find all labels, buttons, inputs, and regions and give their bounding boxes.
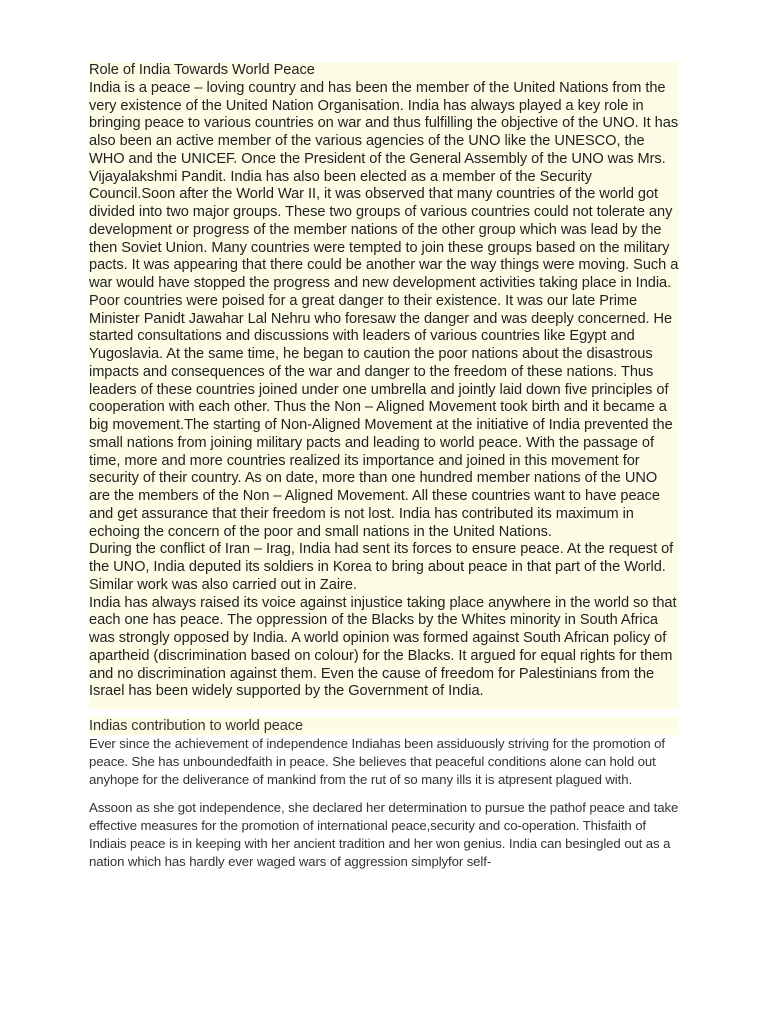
section-title-highlight [89,717,679,735]
document-page [89,62,679,871]
paragraph: Assoon as she got independence, she declared her determination to pursue the pathof peace and take effective measures for the promotion of international peace,security and co-operation. Thisfaith of Indiais peace is in keeping with her ancient tradition and her won genius. India can besingled out as a nation which has hardly ever waged wars of aggression simplyfor self- [89,800,679,869]
paragraph: During the conflict of Iran – Irag, India had sent its forces to ensure peace. At the request of the UNO, India deputed its soldiers in Korea to bring about peace in that part of the World. Similar work was also carried out in Zaire. [89,541,674,593]
paragraph: Ever since the achievement of independence Indiahas been assiduously striving for the promotion of peace. She has unboundedfaith in peace. She believes that peaceful conditions alone can hold out anyhope for the deliverance of mankind from the rut of so many ills it is atpresent plagued with. [89,736,665,787]
section-title: Role of India Towards World Peace [89,62,315,78]
section-role-of-india [89,62,679,709]
section-title: Indias contribution to world peace [89,718,304,734]
paragraph: India is a peace – loving country and has been the member of the United Nations from the very existence of the United Nation Organisation. India has always played a key role in bringing peace to various countries on war and thus fulfilling the objective of the UNO. It has also been an active member of the various agencies of the UNO like the UNESCO, the WHO and the UNICEF. Once the President of the General Assembly of the UNO was Mrs. Vijayalakshmi Pandit. India has also been elected as a member of the Security Council.Soon after the World War II, it was observed that many countries of the world got divided into two major groups. These two groups of various countries could not tolerate any development or progress of the member nations of the other group which was lead by the then Soviet Union. Many countries were tempted to join these groups based on the military pacts. It was appearing that there could be another war the way things were moving. Such a war would have stopped the progress and new development activities taking place in India. Poor countries were poised for a great danger to their existence. It was our late Prime Minister Panidt Jawahar Lal Nehru who foresaw the danger and was deeply concerned. He started consultations and discussions with leaders of various countries like Egypt and Yugoslavia. At the same time, he began to caution the poor nations about the disastrous impacts and consequences of the war and danger to the freedom of these nations. Thus leaders of these countries joined under one umbrella and jointly laid down five principles of cooperation with each other. Thus the Non – Aligned Movement took birth and it became a big movement.The starting of Non-Aligned Movement at the initiative of India prevented the small nations from joining military pacts and leading to world peace. With the passage of time, more and more countries realized its importance and joined in this movement for security of their country. As on date, more than one hundred member nations of the UNO are the members of the Non – Aligned Movement. All these countries want to have peace and get assurance that their freedom is not lost. India has contributed its maximum in echoing the concern of the poor and small nations in the United Nations. [89,79,679,540]
paragraph: India has always raised its voice against injustice taking place anywhere in the world so that each one has peace. The oppression of the Blacks by the Whites minority in South Africa was strongly opposed by India. A world opinion was formed against South African policy of apartheid (discrimination based on colour) for the Blacks. It argued for equal rights for them and no discrimination against them. Even the cause of freedom for Palestinians from the Israel has been widely supported by the Government of India. [89,594,677,700]
section-spacer [89,701,679,709]
section-indias-contribution [89,717,679,871]
